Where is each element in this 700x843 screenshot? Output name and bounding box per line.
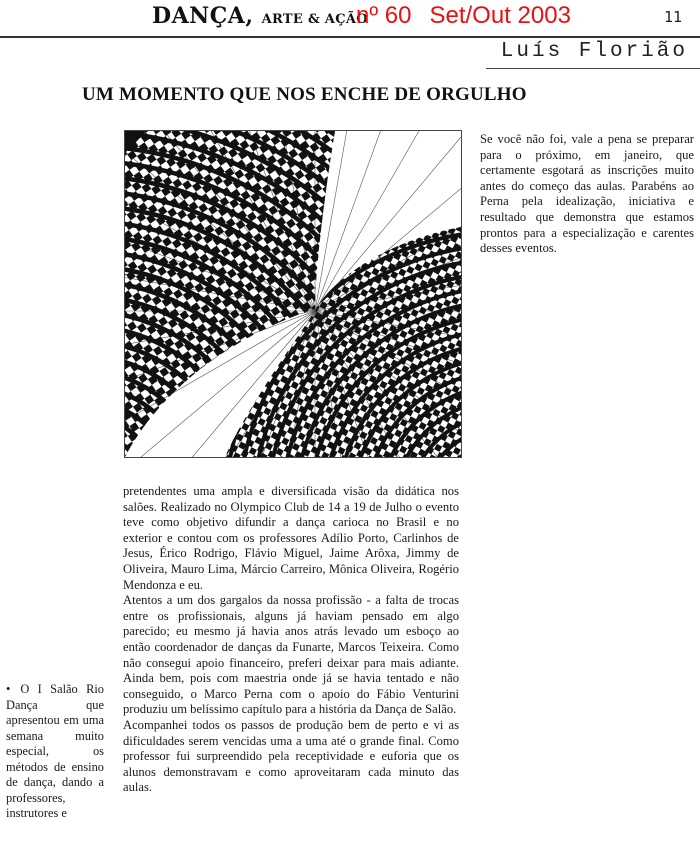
- op-art-graphic: [125, 131, 461, 457]
- author-divider: [486, 68, 700, 69]
- magazine-title-sub: ARTE & AÇÃO: [261, 12, 368, 27]
- issue-info: [356, 2, 571, 30]
- right-column-text: [480, 132, 694, 257]
- article-headline: UM MOMENTO QUE NOS ENCHE DE ORGULHO: [82, 84, 527, 105]
- header-divider: [0, 36, 700, 38]
- main-paragraph-1: pretendentes uma ampla e diversificada visão da didática nos salões. Realizado no Olympico Club de 14 a 19 de Julho o evento teve como objetivo difundir a dança carioca no Brasil e no exterior e contou com os professores Adílio Porto, Carlinhos de Jesus, Érico Rodrigo, Flávio Miguel, Jaime Arôxa, Jimmy de Oliveira, Mauro Lima, Márcio Carreiro, Mônica Oliveira, Rogério Mendonza e eu.: [123, 484, 459, 592]
- sidebar-text: O I Salão Rio Dança que apresentou em uma semana muito especial, os métodos de ensino de dança, dando a professores, instrutores e: [6, 682, 104, 820]
- issue-date: Set/Out 2003: [429, 2, 571, 29]
- op-art-illustration: [124, 130, 462, 458]
- sidebar-paragraph: [6, 682, 104, 822]
- sidebar-column-text: [6, 682, 104, 822]
- right-column-paragraph: Se você não foi, vale a pena se preparar para o próximo, em janeiro, que certamente esgotará as inscrições muito antes do começo das aulas. Parabéns ao Perna pela idealização, iniciativa e resultado que demonstra que estamos prontos para a especialização e carentes desses eventos.: [480, 132, 694, 256]
- main-column-text: [123, 484, 459, 796]
- issue-number: nº 60: [356, 2, 412, 29]
- magazine-title-main: DANÇA,: [152, 3, 254, 29]
- magazine-title: [152, 3, 368, 29]
- author-name: Luís Florião: [500, 40, 688, 63]
- main-paragraph-2: Atentos a um dos gargalos da nossa profissão - a falta de trocas entre os profissionais, alguns já haviam pensado em algo parecido; eu mesmo já havia anos atrás levado um esboço ao então coordenador de danças da Funarte, Marcos Teixeira. Como não consegui apoio financeiro, preferi deixar para mais adiante. Ainda bem, pois com maestria onde já se havia tentado e não conseguido, o Marco Perna com o apoio do Fábio Venturini produziu um belíssimo capítulo para a história da Dança de Salão.: [123, 593, 459, 717]
- bullet-marker: •: [6, 682, 11, 696]
- main-paragraph-3: Acompanhei todos os passos de produção bem de perto e vi as dificuldades serem vencidas uma a uma até o grande final. Como professor fui surpreendido pela receptividade e euforia que os alunos demonstravam e como aproveitaram cada minuto das aulas.: [123, 717, 459, 795]
- page-number: 11: [663, 8, 682, 26]
